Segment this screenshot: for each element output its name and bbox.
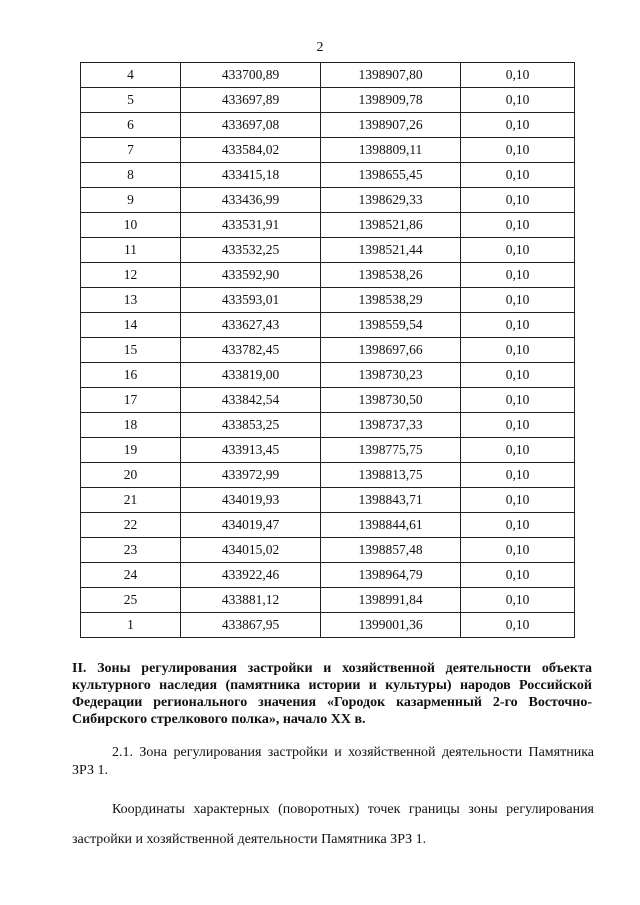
accuracy-cell: 0,10 <box>461 63 575 88</box>
y-coordinate-cell: 1398559,54 <box>321 313 461 338</box>
y-coordinate-cell: 1398730,50 <box>321 388 461 413</box>
table-row <box>81 363 575 388</box>
x-coordinate-cell: 433853,25 <box>181 413 321 438</box>
table-row <box>81 463 575 488</box>
y-coordinate-cell: 1398538,29 <box>321 288 461 313</box>
accuracy-cell: 0,10 <box>461 313 575 338</box>
point-number-cell: 22 <box>81 513 181 538</box>
point-number-cell: 9 <box>81 188 181 213</box>
y-coordinate-cell: 1398991,84 <box>321 588 461 613</box>
y-coordinate-cell: 1398521,44 <box>321 238 461 263</box>
coordinates-table-body <box>81 63 575 638</box>
y-coordinate-cell: 1398538,26 <box>321 263 461 288</box>
y-coordinate-cell: 1398737,33 <box>321 413 461 438</box>
point-number-cell: 24 <box>81 563 181 588</box>
accuracy-cell: 0,10 <box>461 113 575 138</box>
point-number-cell: 19 <box>81 438 181 463</box>
accuracy-cell: 0,10 <box>461 463 575 488</box>
y-coordinate-cell: 1398730,23 <box>321 363 461 388</box>
accuracy-cell: 0,10 <box>461 288 575 313</box>
table-row <box>81 138 575 163</box>
accuracy-cell: 0,10 <box>461 363 575 388</box>
accuracy-cell: 0,10 <box>461 163 575 188</box>
accuracy-cell: 0,10 <box>461 413 575 438</box>
table-row <box>81 188 575 213</box>
point-number-cell: 4 <box>81 63 181 88</box>
x-coordinate-cell: 433592,90 <box>181 263 321 288</box>
x-coordinate-cell: 433700,89 <box>181 63 321 88</box>
y-coordinate-cell: 1398521,86 <box>321 213 461 238</box>
table-row <box>81 213 575 238</box>
accuracy-cell: 0,10 <box>461 213 575 238</box>
x-coordinate-cell: 434019,93 <box>181 488 321 513</box>
accuracy-cell: 0,10 <box>461 563 575 588</box>
x-coordinate-cell: 433436,99 <box>181 188 321 213</box>
table-row <box>81 88 575 113</box>
x-coordinate-cell: 433867,95 <box>181 613 321 638</box>
x-coordinate-cell: 433913,45 <box>181 438 321 463</box>
table-row <box>81 313 575 338</box>
y-coordinate-cell: 1398909,78 <box>321 88 461 113</box>
accuracy-cell: 0,10 <box>461 513 575 538</box>
y-coordinate-cell: 1398775,75 <box>321 438 461 463</box>
y-coordinate-cell: 1398844,61 <box>321 513 461 538</box>
x-coordinate-cell: 433532,25 <box>181 238 321 263</box>
accuracy-cell: 0,10 <box>461 438 575 463</box>
accuracy-cell: 0,10 <box>461 138 575 163</box>
y-coordinate-cell: 1398809,11 <box>321 138 461 163</box>
accuracy-cell: 0,10 <box>461 488 575 513</box>
table-row <box>81 513 575 538</box>
point-number-cell: 15 <box>81 338 181 363</box>
table-row <box>81 263 575 288</box>
accuracy-cell: 0,10 <box>461 238 575 263</box>
subsection-paragraph: 2.1. Зона регулирования застройки и хозяйственной деятельности Памятника ЗРЗ 1. <box>72 745 594 778</box>
table-row <box>81 538 575 563</box>
y-coordinate-cell: 1398843,71 <box>321 488 461 513</box>
x-coordinate-cell: 433819,00 <box>181 363 321 388</box>
table-row <box>81 338 575 363</box>
table-row <box>81 413 575 438</box>
y-coordinate-cell: 1398655,45 <box>321 163 461 188</box>
table-row <box>81 238 575 263</box>
table-row <box>81 163 575 188</box>
accuracy-cell: 0,10 <box>461 88 575 113</box>
x-coordinate-cell: 434015,02 <box>181 538 321 563</box>
table-row <box>81 438 575 463</box>
x-coordinate-cell: 433697,89 <box>181 88 321 113</box>
table-row <box>81 488 575 513</box>
point-number-cell: 1 <box>81 613 181 638</box>
table-row <box>81 388 575 413</box>
x-coordinate-cell: 433842,54 <box>181 388 321 413</box>
accuracy-cell: 0,10 <box>461 388 575 413</box>
x-coordinate-cell: 433972,99 <box>181 463 321 488</box>
point-number-cell: 8 <box>81 163 181 188</box>
point-number-cell: 5 <box>81 88 181 113</box>
x-coordinate-cell: 434019,47 <box>181 513 321 538</box>
accuracy-cell: 0,10 <box>461 538 575 563</box>
accuracy-cell: 0,10 <box>461 338 575 363</box>
point-number-cell: 23 <box>81 538 181 563</box>
accuracy-cell: 0,10 <box>461 588 575 613</box>
y-coordinate-cell: 1398907,80 <box>321 63 461 88</box>
point-number-cell: 17 <box>81 388 181 413</box>
point-number-cell: 20 <box>81 463 181 488</box>
section-heading: II. Зоны регулирования застройки и хозяйственной деятельности объекта культурного наследия (памятника истории и культуры) народов Российской Федерации регионального значения «Городок казарменный 2-го Восточно-Сибирского стрелкового полка», начало XX в. <box>72 661 592 727</box>
x-coordinate-cell: 433593,01 <box>181 288 321 313</box>
point-number-cell: 12 <box>81 263 181 288</box>
point-number-cell: 6 <box>81 113 181 138</box>
x-coordinate-cell: 433697,08 <box>181 113 321 138</box>
x-coordinate-cell: 433531,91 <box>181 213 321 238</box>
page-number: 2 <box>316 40 324 55</box>
accuracy-cell: 0,10 <box>461 188 575 213</box>
y-coordinate-cell: 1398697,66 <box>321 338 461 363</box>
point-number-cell: 18 <box>81 413 181 438</box>
y-coordinate-cell: 1399001,36 <box>321 613 461 638</box>
table-row <box>81 63 575 88</box>
x-coordinate-cell: 433584,02 <box>181 138 321 163</box>
table-row <box>81 113 575 138</box>
y-coordinate-cell: 1398964,79 <box>321 563 461 588</box>
coordinates-intro-paragraph: Координаты характерных (поворотных) точек границы зоны регулирования застройки и хозяйственной деятельности Памятника ЗРЗ 1. <box>72 802 594 847</box>
y-coordinate-cell: 1398907,26 <box>321 113 461 138</box>
table-row <box>81 613 575 638</box>
point-number-cell: 13 <box>81 288 181 313</box>
x-coordinate-cell: 433415,18 <box>181 163 321 188</box>
x-coordinate-cell: 433782,45 <box>181 338 321 363</box>
table-row <box>81 288 575 313</box>
point-number-cell: 25 <box>81 588 181 613</box>
y-coordinate-cell: 1398813,75 <box>321 463 461 488</box>
table-row <box>81 563 575 588</box>
point-number-cell: 10 <box>81 213 181 238</box>
point-number-cell: 14 <box>81 313 181 338</box>
point-number-cell: 7 <box>81 138 181 163</box>
point-number-cell: 16 <box>81 363 181 388</box>
x-coordinate-cell: 433922,46 <box>181 563 321 588</box>
point-number-cell: 11 <box>81 238 181 263</box>
x-coordinate-cell: 433881,12 <box>181 588 321 613</box>
x-coordinate-cell: 433627,43 <box>181 313 321 338</box>
accuracy-cell: 0,10 <box>461 263 575 288</box>
y-coordinate-cell: 1398629,33 <box>321 188 461 213</box>
coordinates-table <box>80 62 575 638</box>
accuracy-cell: 0,10 <box>461 613 575 638</box>
point-number-cell: 21 <box>81 488 181 513</box>
y-coordinate-cell: 1398857,48 <box>321 538 461 563</box>
table-row <box>81 588 575 613</box>
